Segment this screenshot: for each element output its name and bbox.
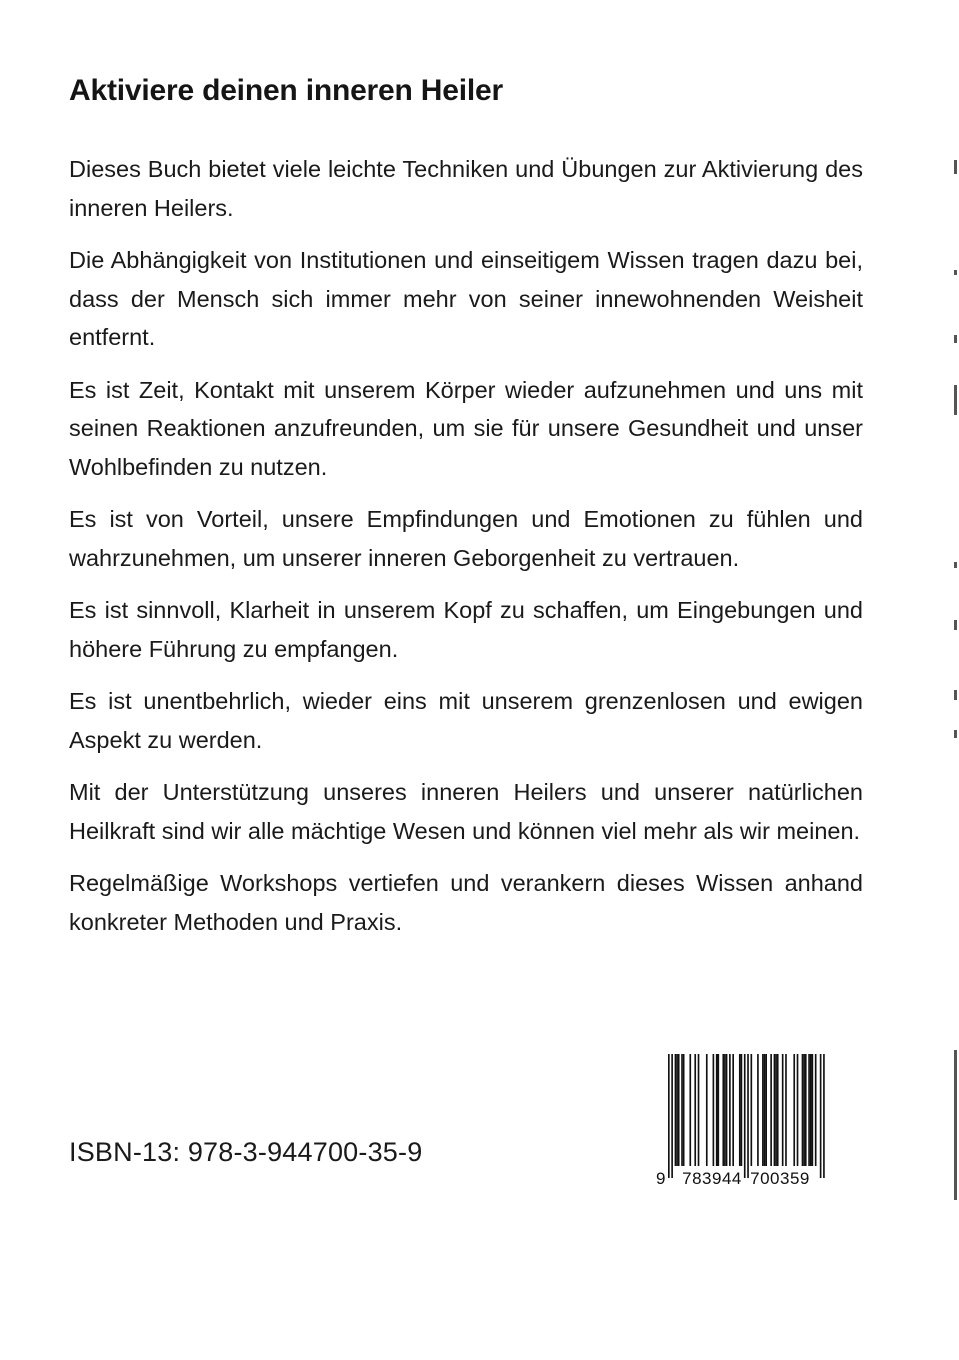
blurb-paragraph: Dieses Buch bietet viele leichte Techniken und Übungen zur Aktivierung des inneren Heilers. bbox=[69, 156, 863, 221]
barcode-graphic bbox=[650, 1052, 836, 1190]
barcode-bar bbox=[810, 1054, 812, 1166]
spine-mark bbox=[954, 620, 957, 630]
barcode-bar bbox=[676, 1054, 678, 1166]
barcode-bar bbox=[722, 1054, 724, 1166]
barcode-bar bbox=[802, 1054, 804, 1166]
barcode-bar bbox=[694, 1054, 696, 1166]
blurb-paragraph: Die Abhängigkeit von Institutionen und einseitigem Wissen tragen dazu bei, dass der Mensch sich immer mehr von seiner innewohnenden Weisheit entfernt. bbox=[69, 247, 863, 350]
spine-mark bbox=[954, 690, 957, 700]
barcode-right-digits: 700359 bbox=[750, 1169, 810, 1188]
barcode-bar bbox=[689, 1054, 691, 1166]
blurb-paragraph: Es ist sinnvoll, Klarheit in unserem Kopf zu schaffen, um Eingebungen und höhere Führung zu empfangen. bbox=[69, 597, 863, 662]
barcode-bar bbox=[681, 1054, 683, 1166]
barcode-bar bbox=[678, 1054, 680, 1166]
barcode-bar bbox=[739, 1054, 741, 1166]
ean-barcode bbox=[650, 1052, 836, 1190]
barcode-bar bbox=[757, 1054, 759, 1166]
barcode-bar bbox=[770, 1054, 772, 1166]
barcode-bar bbox=[820, 1054, 822, 1178]
barcode-first-digit: 9 bbox=[656, 1169, 666, 1188]
spine-mark bbox=[954, 1050, 957, 1200]
barcode-bar bbox=[812, 1054, 814, 1166]
back-cover-title: Aktiviere deinen inneren Heiler bbox=[69, 74, 503, 107]
barcode-bar bbox=[683, 1054, 685, 1166]
barcode-bar bbox=[764, 1054, 766, 1166]
barcode-bar bbox=[718, 1054, 720, 1166]
barcode-bar bbox=[732, 1054, 734, 1166]
spine-mark bbox=[954, 270, 957, 275]
barcode-bar bbox=[741, 1054, 743, 1166]
barcode-bar bbox=[777, 1054, 779, 1166]
barcode-bar bbox=[762, 1054, 764, 1166]
blurb-paragraph: Es ist unentbehrlich, wieder eins mit unserem grenzenlosen und ewigen Aspekt zu werden. bbox=[69, 688, 863, 753]
barcode-bar bbox=[805, 1054, 807, 1166]
barcode-bar bbox=[793, 1054, 795, 1166]
barcode-bar bbox=[815, 1054, 817, 1166]
barcode-bar bbox=[744, 1054, 746, 1178]
isbn-label: ISBN-13: 978-3-944700-35-9 bbox=[69, 1137, 423, 1167]
barcode-bar bbox=[668, 1054, 670, 1178]
blurb-paragraph: Mit der Unterstützung unseres inneren Heilers und unserer natürlichen Heilkraft sind wir alle mächtige Wesen und können viel mehr als wir meinen. bbox=[69, 779, 863, 844]
barcode-bar bbox=[726, 1054, 728, 1166]
blurb-paragraph: Es ist von Vorteil, unsere Empfindungen und Emotionen zu fühlen und wahrzunehmen, um unserer inneren Geborgenheit zu vertrauen. bbox=[69, 506, 863, 571]
blurb-paragraph: Es ist Zeit, Kontakt mit unserem Körper wieder aufzunehmen und uns mit seinen Reaktionen anzufreunden, um sie für unsere Gesundheit und unser Wohlbefinden zu nutzen. bbox=[69, 376, 863, 480]
barcode-bar bbox=[747, 1054, 749, 1178]
spine-mark bbox=[954, 160, 957, 174]
barcode-bar bbox=[706, 1054, 708, 1166]
barcode-bar bbox=[765, 1054, 767, 1166]
barcode-bar bbox=[797, 1054, 799, 1166]
blurb-paragraph: Regelmäßige Workshops vertiefen und verankern dieses Wissen anhand konkreter Methoden und Praxis. bbox=[69, 870, 863, 935]
barcode-bar bbox=[785, 1054, 787, 1166]
barcode-bar bbox=[751, 1054, 753, 1166]
spine-mark bbox=[954, 730, 957, 738]
barcode-bar bbox=[808, 1054, 810, 1166]
spine-edge bbox=[945, 130, 959, 1220]
barcode-bar bbox=[713, 1054, 715, 1166]
barcode-bar bbox=[716, 1054, 718, 1166]
barcode-bar bbox=[698, 1054, 700, 1166]
barcode-bar bbox=[675, 1054, 677, 1166]
barcode-bar bbox=[724, 1054, 726, 1166]
spine-mark bbox=[954, 335, 957, 343]
barcode-bar bbox=[729, 1054, 731, 1166]
barcode-left-digits: 783944 bbox=[682, 1169, 742, 1188]
barcode-bar bbox=[671, 1054, 673, 1178]
barcode-bar bbox=[782, 1054, 784, 1166]
spine-mark bbox=[954, 562, 957, 568]
barcode-bar bbox=[803, 1054, 805, 1166]
barcode-bar bbox=[774, 1054, 776, 1166]
barcode-bar bbox=[823, 1054, 825, 1178]
spine-mark bbox=[954, 385, 957, 415]
barcode-bar bbox=[775, 1054, 777, 1166]
blurb bbox=[69, 150, 863, 955]
